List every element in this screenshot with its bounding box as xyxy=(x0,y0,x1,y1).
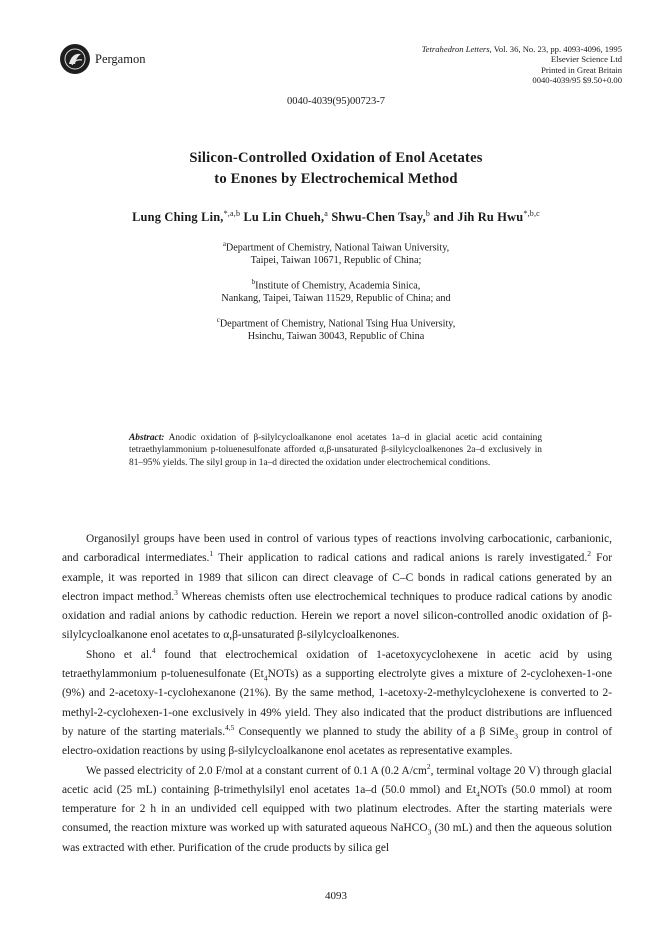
p3-text-1: We passed electricity of 2.0 F/mol at a constant current of 0.1 A (0.2 A/cm xyxy=(86,764,427,777)
affiliation-a xyxy=(0,238,672,268)
p3-text-2: , terminal voltage 20 V) through glacial acetic acid (25 mL) containing β-trimethylsilyl enol acetates 1a–d (50.0 mmol) and Et xyxy=(62,764,612,796)
affiliation-c-line-1 xyxy=(0,314,672,331)
author-list xyxy=(0,209,672,225)
p2-text-4: Consequently we planned to study the ability of a β SiMe xyxy=(234,725,515,738)
p1-text-3: For example, it was reported in 1989 that silicon can direct cleavage of C–C bonds in radical cations generated by an electron impact method. xyxy=(62,552,612,603)
document-code: 0040-4039(95)00723-7 xyxy=(287,96,385,107)
p2-ref-1: 4 xyxy=(151,645,156,655)
p2-text-5: group in control of electro-oxidation reactions by using β-silylcycloalkanone enol acetates as representative examples. xyxy=(62,725,612,758)
author-2-affil: a xyxy=(324,209,329,218)
journal-details: , Vol. 36, No. 23, pp. 4093-4096, 1995 xyxy=(489,44,622,54)
p3-sub-1: 4 xyxy=(476,789,480,799)
p3-text-3: NOTs (50.0 mmol) at room temperature for 2 h in an undivided cell equipped with two platinum electrodes. After the starting materials were consumed, the reaction mixture was worked up with saturated aqueous NaHCO xyxy=(62,783,612,835)
p1-ref-1: 1 xyxy=(209,549,214,559)
paragraph-2 xyxy=(62,646,612,762)
author-2: Lu Lin Chueh, xyxy=(240,210,325,225)
journal-citation xyxy=(422,44,622,86)
p1-text-2: Their application to radical cations and radical anions is rarely investigated. xyxy=(213,552,588,565)
p2-sub-1: 4 xyxy=(263,673,268,683)
title-line-2: to Enones by Electrochemical Method xyxy=(214,171,458,187)
abstract xyxy=(129,432,542,469)
p2-text-3: NOTs) as a supporting electrolyte gives a mixture of 2-cyclohexen-1-one (9%) and 2-acetoxy-1-cyclohexanone (21%). By the same method, 1-acetoxy-2-methylcyclohexene is converted to 2-methyl-2-cyclohexen-1-one exclusively in 49% yield. They also indicated that the product distributions are influenced by nature of the starting materials. xyxy=(62,668,613,738)
p2-text-2: found that electrochemical oxidation of 1-acetoxycyclohexene in acetic acid by using tetraethylammonium p-toluenesulfonate (Et xyxy=(62,648,612,681)
publisher-logo xyxy=(60,44,90,74)
abstract-text: Anodic oxidation of β-silylcycloalkanone enol acetates 1a–d in glacial acetic acid containing tetraethylammonium p-toluenesulfonate afforded α,β-unsaturated β-silylcycloalkenones 2a–d exclusively in 81–95% yields. The silyl group in 1a–d directed the oxidation under electrochemical conditions. xyxy=(129,433,543,468)
author-3-affil: b xyxy=(425,209,431,218)
author-1: Lung Ching Lin, xyxy=(132,210,224,225)
p1-ref-2: 2 xyxy=(587,549,591,559)
publisher-name: Pergamon xyxy=(95,52,146,66)
affiliation-b xyxy=(0,276,672,306)
affiliation-b-line-1 xyxy=(0,276,672,293)
journal-line-3: Printed in Great Britain xyxy=(541,64,622,75)
affiliation-b-line-2: Nankang, Taipei, Taiwan 11529, Republic of China; and xyxy=(221,293,451,305)
affiliation-c-line-2: Hsinchu, Taiwan 30043, Republic of China xyxy=(247,331,425,343)
p3-sup-1: 2 xyxy=(426,761,431,771)
affiliation-a-line-2: Taipei, Taiwan 10671, Republic of China; xyxy=(250,255,422,267)
page-number: 4093 xyxy=(325,890,347,902)
abstract-label: Abstract: xyxy=(129,433,165,443)
body-text xyxy=(62,530,612,858)
affiliation-c xyxy=(0,314,672,344)
paragraph-3 xyxy=(62,762,612,858)
p1-ref-3: 3 xyxy=(174,588,178,598)
author-4: and Jih Ru Hwu xyxy=(430,210,524,225)
author-3: Shwu-Chen Tsay, xyxy=(328,210,426,225)
p3-sub-2: 3 xyxy=(427,827,432,837)
journal-line-4: 0040-4039/95 $9.50+0.00 xyxy=(532,75,622,86)
affiliation-b-sup: b xyxy=(251,278,256,286)
author-1-affil: *,a,b xyxy=(223,209,241,218)
paragraph-1 xyxy=(62,530,612,646)
affiliation-c-sup: c xyxy=(216,316,220,324)
affiliation-a-sup: a xyxy=(222,240,226,248)
affiliation-a-text: Department of Chemistry, National Taiwan University, xyxy=(225,242,450,254)
journal-line-2: Elsevier Science Ltd xyxy=(550,54,622,65)
p2-text-1: Shono et al. xyxy=(86,648,152,661)
p1-text-1: Organosilyl groups have been used in control of various types of reactions involving carbocationic, carbanionic, and carboradical intermediates. xyxy=(62,533,612,565)
journal-name: Tetrahedron Letters xyxy=(421,44,490,54)
paper-title xyxy=(0,148,672,190)
title-line-1: Silicon-Controlled Oxidation of Enol Acetates xyxy=(189,150,483,166)
affiliation-b-text: Institute of Chemistry, Academia Sinica, xyxy=(255,280,421,292)
p3-text-4: (30 mL) and then the aqueous solution was extracted with ether. Purification of the crude products by silica gel xyxy=(62,822,612,854)
author-4-affil: *,b,c xyxy=(523,209,540,218)
p1-text-4: Whereas chemists often use electrochemical techniques to produce radical cations by anodic oxidation and radial anions by cathodic reduction. Herein we report a novel silicon-controlled anodic oxidation of β-silylcycloalkanone enol acetates to α,β-unsaturated β-silylcycloalkenones. xyxy=(62,590,612,642)
p2-sub-2: 3 xyxy=(514,731,518,741)
affiliation-c-text: Department of Chemistry, National Tsing Hua University, xyxy=(219,318,456,330)
affiliation-a-line-1 xyxy=(0,238,672,255)
p2-ref-2: 4,5 xyxy=(225,723,235,733)
journal-line-1 xyxy=(422,44,622,54)
